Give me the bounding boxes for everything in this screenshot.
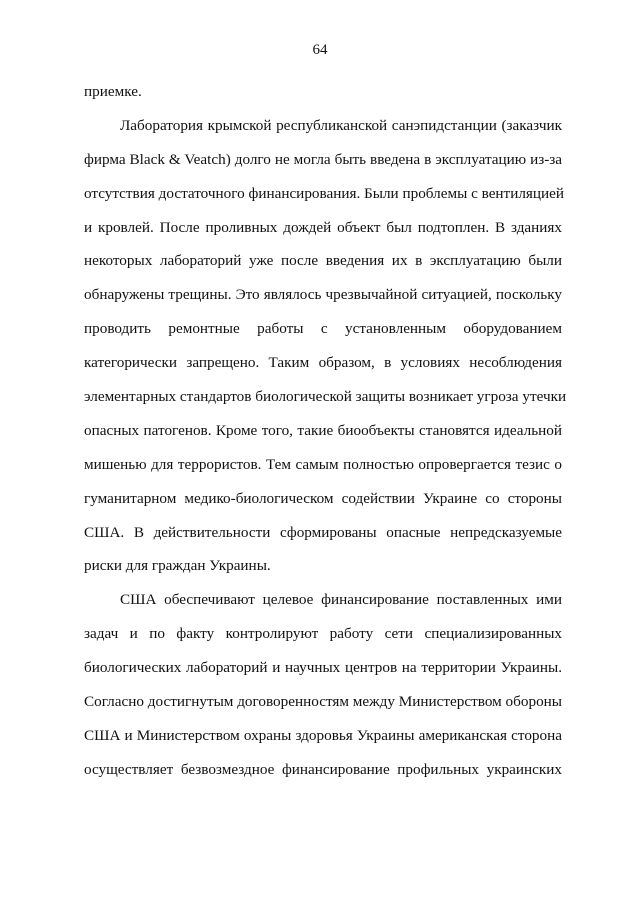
text-line: задач и по факту контролируют работу сети специализированных — [84, 625, 562, 643]
text-line: проводить ремонтные работы с установленным оборудованием — [84, 320, 562, 338]
text-line: отсутствия достаточного финансирования. Были проблемы с вентиляцией — [84, 184, 565, 202]
text-line: опасных патогенов. Кроме того, такие биообъекты становятся идеальной — [84, 421, 562, 439]
text-line: и кровлей. После проливных дождей объект был подтоплен. В зданиях — [84, 218, 562, 236]
document-body — [84, 75, 567, 787]
paragraph-laboratory-crimea — [84, 109, 567, 583]
text-line: обнаружены трещины. Это являлось чрезвычайной ситуацией, поскольку — [84, 286, 562, 304]
text-line: США и Министерством охраны здоровья Украины американская сторона — [84, 726, 562, 744]
text-line: мишенью для террористов. Тем самым полностью опровергается тезис о — [84, 455, 562, 473]
text-line: Согласно достигнутым договоренностям между Министерством обороны — [84, 693, 562, 711]
text-line: США. В действительности сформированы опасные непредсказуемые — [84, 523, 562, 541]
paragraph-continuation — [84, 75, 562, 109]
page-number: 64 — [312, 42, 328, 58]
text-line: приемке. — [84, 83, 142, 100]
paragraph-us-funding — [84, 583, 562, 786]
text-line: Лаборатория крымской республиканской санэпидстанции (заказчик — [120, 116, 562, 134]
text-line: осуществляет безвозмездное финансирование профильных украинских — [84, 760, 562, 778]
text-line: США обеспечивают целевое финансирование поставленных ими — [120, 591, 562, 609]
text-line: фирма Black & Veatch) долго не могла быть введена в эксплуатацию из-за — [84, 150, 562, 168]
text-line: гуманитарном медико-биологическом содействии Украине со стороны — [84, 489, 562, 507]
text-line: некоторых лабораторий уже после введения их в эксплуатацию были — [84, 252, 562, 270]
text-line: категорически запрещено. Таким образом, в условиях несоблюдения — [84, 354, 562, 372]
text-line: риски для граждан Украины. — [84, 557, 271, 575]
text-line: биологических лабораторий и научных центров на территории Украины. — [84, 659, 562, 677]
text-line: элементарных стандартов биологической защиты возникает угроза утечки — [84, 388, 567, 406]
